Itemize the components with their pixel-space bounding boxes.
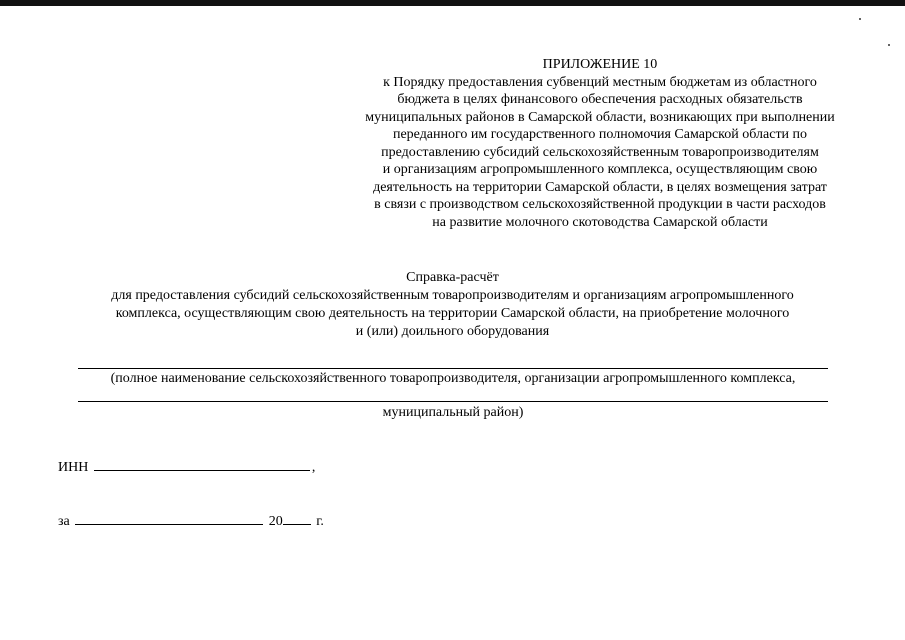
appendix-line: к Порядку предоставления субвенций местным бюджетам из областного bbox=[383, 74, 817, 90]
appendix-line: в связи с производством сельскохозяйственной продукции в части расходов bbox=[374, 197, 826, 212]
scan-top-border bbox=[0, 0, 905, 6]
scan-speck bbox=[888, 44, 890, 46]
appendix-line: переданного им государственного полномочия Самарской области по bbox=[392, 127, 808, 142]
appendix-line: и организациям агропромышленного комплекса, осуществляющим свою bbox=[382, 162, 818, 177]
spravka-line: для предоставления субсидий сельскохозяйственным товаропроизводителям и организациям агропромышленного bbox=[111, 288, 794, 303]
scan-speck bbox=[859, 18, 861, 20]
appendix-line: бюджета в целях финансового обеспечения расходных обязательств bbox=[397, 92, 803, 107]
spravka-line: и (или) доильного оборудования bbox=[355, 324, 550, 339]
producer-district-line[interactable] bbox=[78, 401, 828, 402]
producer-caption: (полное наименование сельскохозяйственного товаропроизводителя, организации агропромышленного комплекса, bbox=[110, 371, 796, 386]
period-row bbox=[58, 510, 324, 531]
inn-row bbox=[58, 456, 315, 477]
district-caption: муниципальный район) bbox=[382, 405, 524, 420]
inn-suffix: , bbox=[311, 460, 316, 475]
appendix-header bbox=[300, 56, 900, 231]
inn-blank[interactable] bbox=[94, 456, 310, 471]
year-suffix: г. bbox=[316, 514, 324, 529]
appendix-title: ПРИЛОЖЕНИЕ 10 bbox=[542, 57, 658, 72]
appendix-line: предоставлению субсидий сельскохозяйственным товаропроизводителям bbox=[381, 144, 819, 160]
period-blank[interactable] bbox=[75, 510, 263, 525]
appendix-line: муниципальных районов в Самарской области, возникающих при выполнении bbox=[365, 109, 835, 125]
spravka-title: Справка-расчёт bbox=[406, 270, 499, 285]
appendix-line: на развитие молочного скотоводства Самарской области bbox=[432, 214, 768, 230]
period-label: за bbox=[58, 514, 70, 529]
spravka-block bbox=[40, 269, 865, 341]
producer-name-line[interactable] bbox=[78, 368, 828, 369]
year-prefix: 20 bbox=[268, 514, 283, 529]
spravka-line: комплекса, осуществляющим свою деятельность на территории Самарской области, на приобретение молочного bbox=[115, 306, 790, 321]
year-blank[interactable] bbox=[283, 510, 311, 525]
appendix-line: деятельность на территории Самарской области, в целях возмещения затрат bbox=[373, 179, 827, 195]
inn-label: ИНН bbox=[58, 460, 89, 475]
